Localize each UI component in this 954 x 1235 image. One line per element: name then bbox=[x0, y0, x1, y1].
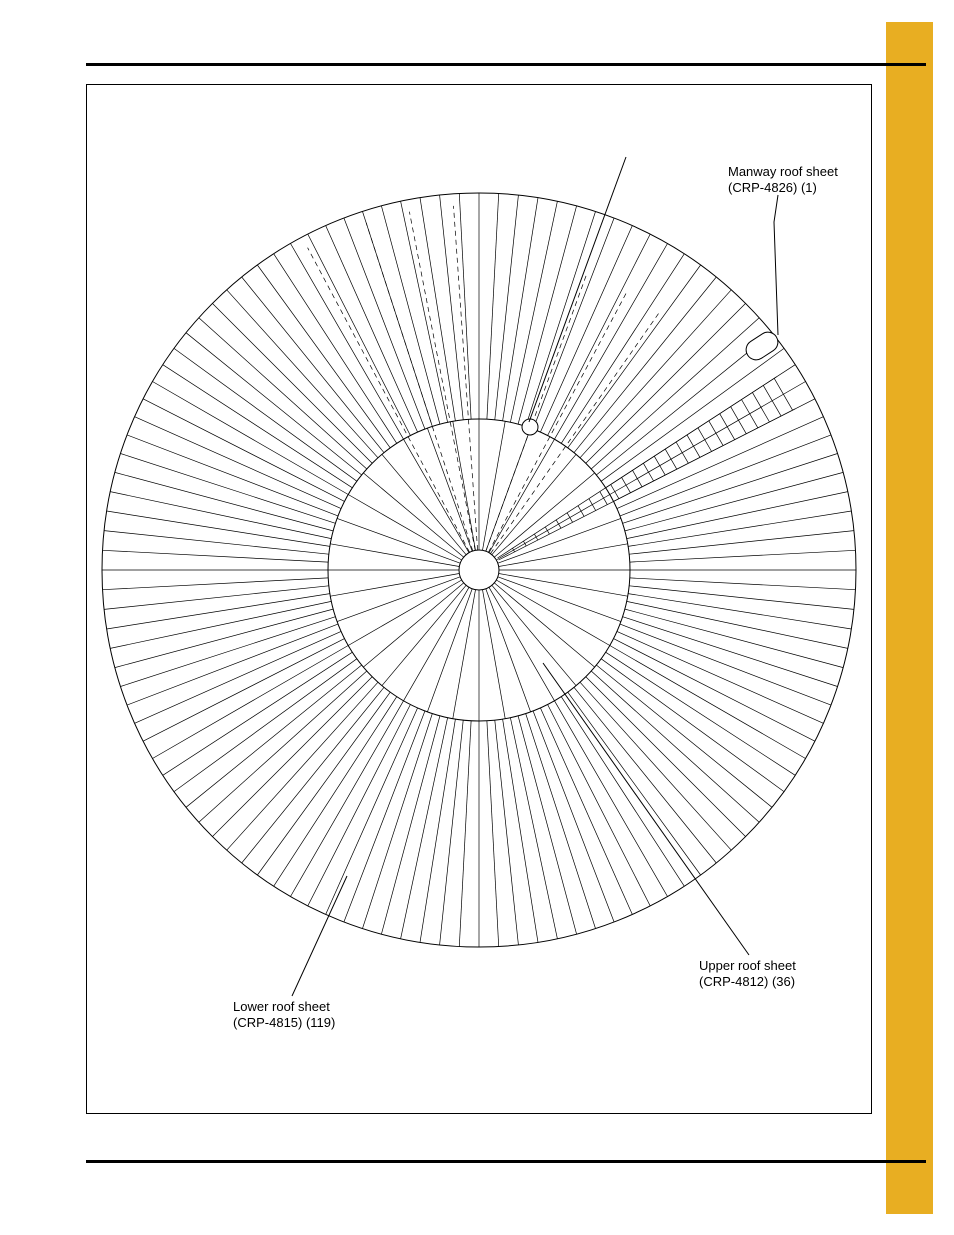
dashed-guide bbox=[308, 248, 470, 553]
ladder-rung bbox=[578, 506, 584, 517]
lower-sheet-seam bbox=[440, 195, 464, 420]
lower-sheet-seam bbox=[495, 195, 519, 420]
lower-sheet-seam bbox=[227, 682, 378, 850]
ladder-rung bbox=[720, 414, 735, 440]
ladder-rung bbox=[600, 492, 608, 505]
lower-sheet-seam bbox=[104, 531, 329, 555]
lower-sheet-seam bbox=[212, 303, 372, 463]
ladder-rung bbox=[633, 470, 643, 487]
dashed-guide bbox=[454, 206, 478, 550]
manway-opening bbox=[742, 328, 781, 363]
ladder-rung bbox=[774, 378, 792, 410]
manway-callout bbox=[728, 164, 838, 196]
lower-sheet-seam bbox=[495, 720, 519, 945]
ladder-rung bbox=[545, 527, 549, 534]
ladder-rung bbox=[654, 456, 665, 475]
lower-sheet-seam bbox=[242, 687, 384, 863]
upper-callout-part: (CRP-4812) (36) bbox=[699, 974, 796, 989]
lower-sheet-seam bbox=[627, 492, 848, 539]
lower-sheet-seam bbox=[107, 594, 330, 629]
ladder-rung bbox=[622, 477, 631, 492]
lower-sheet-seam bbox=[110, 492, 331, 539]
lower-sheet-seam bbox=[580, 682, 731, 850]
lower-sheet-seam bbox=[574, 277, 716, 453]
ladder-rung bbox=[752, 392, 769, 422]
lower-sheet-seam bbox=[630, 550, 856, 562]
lower-leader bbox=[292, 876, 347, 996]
lower-sheet-seam bbox=[628, 594, 851, 629]
ladder-rung bbox=[611, 485, 619, 499]
lower-sheet-seam bbox=[526, 714, 596, 929]
lower-sheet-seam bbox=[186, 333, 362, 475]
lower-sheet-seam bbox=[596, 333, 772, 475]
dashed-guide bbox=[488, 290, 627, 552]
upper-callout bbox=[699, 958, 796, 990]
lower-sheet-seam bbox=[623, 454, 838, 524]
lower-sheet-seam bbox=[630, 578, 856, 590]
lower-sheet-seam bbox=[503, 719, 538, 942]
lower-sheet-seam bbox=[103, 550, 329, 562]
center-ring bbox=[459, 550, 499, 590]
lower-sheet-seam bbox=[580, 290, 731, 458]
lower-sheet-seam bbox=[629, 586, 854, 610]
lower-sheet-seam bbox=[121, 617, 336, 687]
lower-sheet-seam bbox=[628, 511, 851, 546]
ladder-rung bbox=[709, 421, 723, 446]
lower-sheet-seam bbox=[561, 697, 684, 887]
ladder-rung bbox=[763, 385, 781, 416]
ladder-rung bbox=[676, 442, 688, 463]
upper-callout-name: Upper roof sheet bbox=[699, 958, 796, 973]
lower-callout-name: Lower roof sheet bbox=[233, 999, 330, 1014]
lower-sheet-seam bbox=[487, 721, 499, 947]
lower-sheet-seam bbox=[420, 198, 455, 421]
dashed-guide bbox=[409, 212, 475, 551]
lower-sheet-seam bbox=[199, 318, 367, 469]
lower-sheet-seam bbox=[586, 677, 746, 837]
lower-sheet-seam bbox=[103, 578, 329, 590]
lower-sheet-seam bbox=[107, 511, 330, 546]
ladder-rung bbox=[687, 435, 700, 458]
ladder-rung bbox=[643, 463, 653, 481]
lower-sheet-seam bbox=[163, 365, 353, 488]
ladder-rung bbox=[556, 520, 561, 528]
lower-sheet-seam bbox=[401, 718, 448, 939]
lower-sheet-seam bbox=[629, 531, 854, 555]
lower-sheet-seam bbox=[440, 720, 464, 945]
lower-sheet-seam bbox=[163, 652, 353, 775]
lower-sheet-seam bbox=[363, 714, 433, 929]
ladder-rung bbox=[589, 499, 596, 511]
manway-leader bbox=[774, 195, 778, 335]
leader-lines bbox=[292, 157, 778, 996]
lower-callout bbox=[233, 999, 335, 1031]
lower-sheet-seam bbox=[623, 617, 838, 687]
vent-leader bbox=[529, 157, 626, 422]
lower-sheet-seam bbox=[627, 601, 848, 648]
dashed-guide bbox=[491, 310, 661, 553]
lower-sheet-seam bbox=[420, 719, 455, 942]
lower-sheet-seam bbox=[596, 665, 772, 807]
lower-sheet-seam bbox=[526, 212, 596, 427]
lower-sheet-seam bbox=[121, 454, 336, 524]
ladder-rail-right bbox=[499, 409, 796, 560]
lower-sheet-seam bbox=[487, 194, 499, 420]
lower-sheet-seam bbox=[510, 718, 557, 939]
lower-sheet-seam bbox=[459, 721, 471, 947]
lower-sheet-seam bbox=[274, 697, 397, 887]
ladder-rung bbox=[523, 541, 526, 546]
ladder-rung bbox=[534, 534, 537, 540]
lower-sheet-seam bbox=[274, 254, 397, 444]
vent-marker bbox=[522, 419, 538, 435]
lower-sheet-seam bbox=[227, 290, 378, 458]
lower-sheet-seam bbox=[503, 198, 538, 421]
lower-sheet-seam bbox=[606, 652, 796, 775]
lower-sheet-seam bbox=[591, 318, 759, 469]
lower-sheet-seam bbox=[574, 687, 716, 863]
ladder-rail bbox=[498, 377, 796, 560]
lower-sheet-seam bbox=[186, 665, 362, 807]
lower-sheet-seam bbox=[104, 586, 329, 610]
lower-callout-part: (CRP-4815) (119) bbox=[233, 1015, 336, 1030]
ladder-rung bbox=[698, 428, 712, 452]
lower-sheet-seam bbox=[199, 671, 367, 822]
manway-callout-name: Manway roof sheet bbox=[728, 164, 838, 179]
ladder-rung bbox=[567, 513, 573, 523]
lower-sheet-seam bbox=[401, 201, 448, 422]
ladder-rung bbox=[665, 449, 677, 469]
lower-sheet-seam bbox=[591, 671, 759, 822]
lower-sheet-seam bbox=[212, 677, 372, 837]
ladder-rung bbox=[731, 407, 747, 434]
lower-sheet-seam bbox=[459, 194, 471, 420]
ladder-rung bbox=[742, 400, 758, 428]
lower-sheet-seam bbox=[242, 277, 384, 453]
lower-sheet-seam bbox=[110, 601, 331, 648]
lower-sheet-seam bbox=[510, 201, 557, 422]
manway-callout-part: (CRP-4826) (1) bbox=[728, 180, 817, 195]
